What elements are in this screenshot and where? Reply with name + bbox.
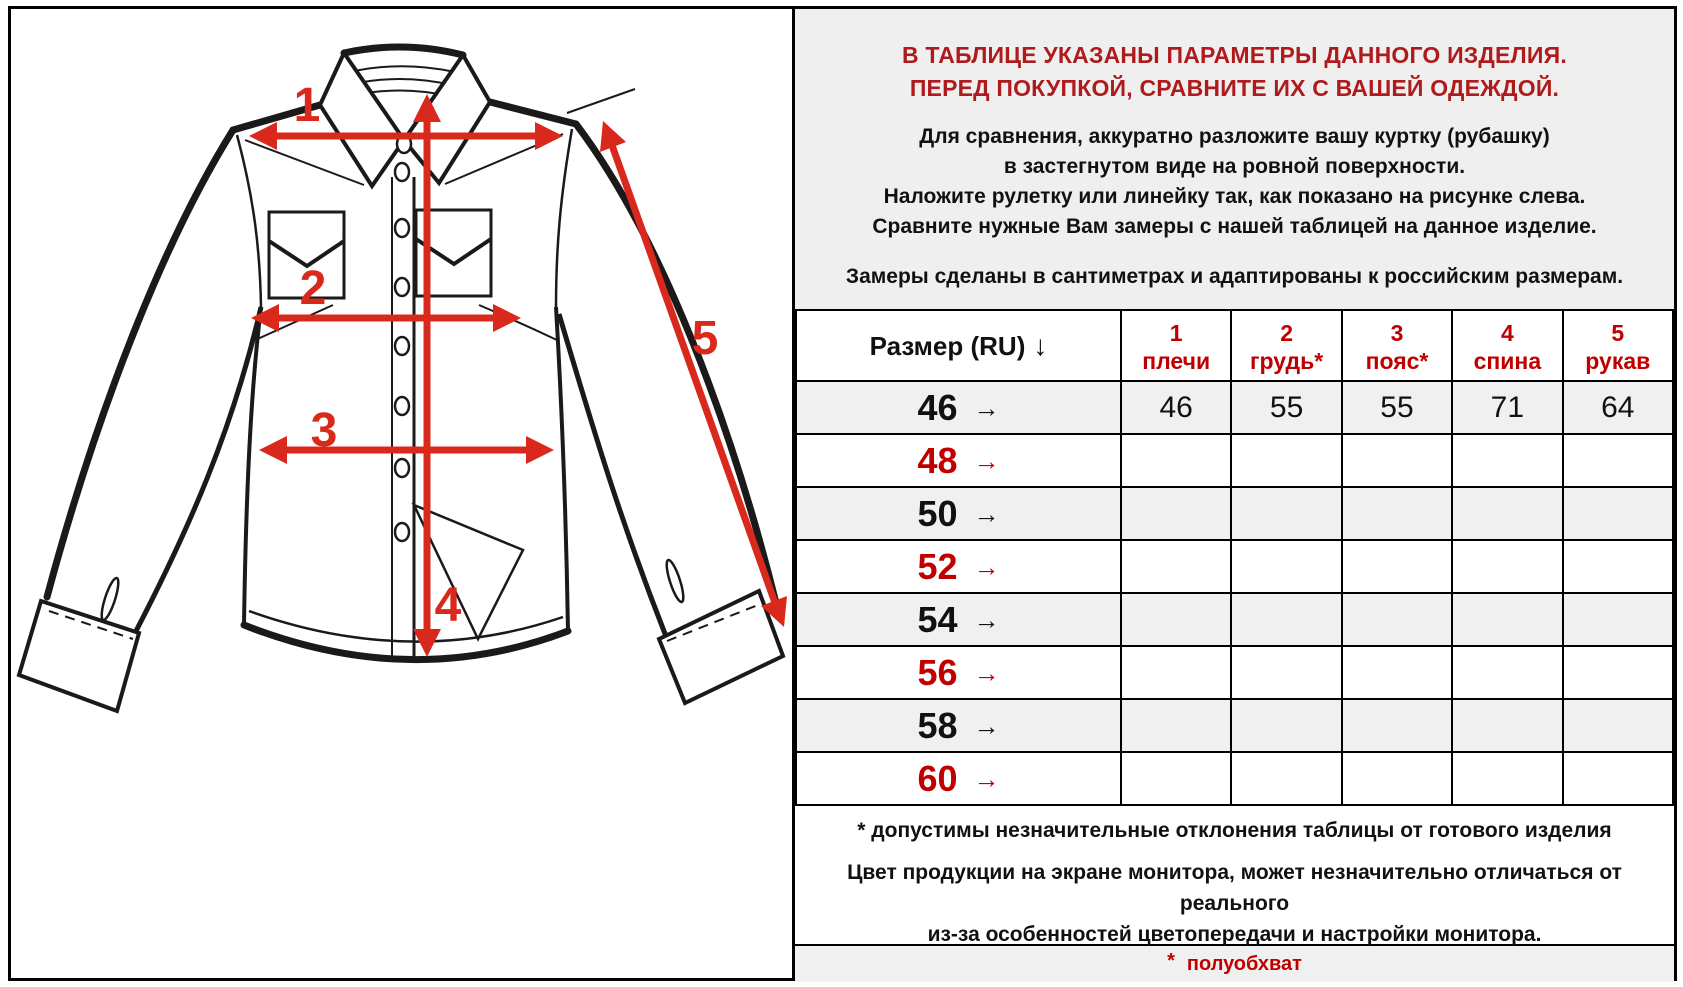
instructions-line4: Сравните нужные Вам замеры с нашей таблицей на данное изделие.	[872, 215, 1597, 238]
value-cell	[1231, 487, 1341, 540]
instructions-block	[795, 9, 1674, 309]
value-cell	[1563, 487, 1673, 540]
half-girth-note: полуобхват	[1186, 952, 1302, 975]
size-info-panel	[792, 6, 1677, 981]
value-cell	[1121, 752, 1231, 805]
value-cell	[1342, 646, 1452, 699]
value-cell	[1231, 593, 1341, 646]
down-arrow-icon: ↓	[1033, 329, 1048, 361]
value-cell	[1563, 540, 1673, 593]
size-value: 52	[917, 545, 958, 587]
warning-title-line2: ПЕРЕД ПОКУПКОЙ, СРАВНИТЕ ИХ С ВАШЕЙ ОДЕЖДОЙ.	[909, 75, 1560, 101]
table-row-52	[796, 540, 1673, 593]
value-cell	[1452, 487, 1562, 540]
size-header-label: Размер (RU)	[869, 330, 1026, 361]
table-row-56	[796, 646, 1673, 699]
size-value: 48	[917, 439, 958, 481]
table-row-54	[796, 593, 1673, 646]
table-row-50	[796, 487, 1673, 540]
size-value: 58	[917, 704, 958, 746]
value-cell	[1342, 540, 1452, 593]
value-cell: 55	[1231, 381, 1341, 434]
size-header-cell	[796, 310, 1121, 381]
measure-label-5: 5	[691, 312, 719, 365]
right-arrow-icon: →	[973, 657, 1000, 688]
value-cell	[1342, 487, 1452, 540]
col-num: 5	[1611, 320, 1625, 346]
value-cell	[1231, 646, 1341, 699]
value-cell	[1452, 593, 1562, 646]
col-label: спина	[1473, 348, 1542, 374]
size-table	[795, 309, 1674, 806]
asterisk: *	[1167, 949, 1175, 972]
table-row-46	[796, 381, 1673, 434]
right-arrow-icon: →	[973, 551, 1000, 582]
value-cell	[1342, 699, 1452, 752]
value-cell	[1452, 699, 1562, 752]
warning-title-line1: В ТАБЛИЦЕ УКАЗАНЫ ПАРАМЕТРЫ ДАННОГО ИЗДЕЛИЯ.	[902, 42, 1567, 68]
size-cell	[796, 646, 1121, 699]
value-cell	[1452, 434, 1562, 487]
col-label: рукав	[1585, 348, 1651, 374]
value-cell	[1121, 699, 1231, 752]
half-girth-note-bar	[795, 946, 1674, 982]
instructions-line1: Для сравнения, аккуратно разложите вашу куртку (рубашку)	[919, 125, 1550, 148]
col-num: 4	[1500, 320, 1514, 346]
measure-label-3: 3	[310, 404, 338, 457]
value-cell	[1452, 540, 1562, 593]
size-value: 60	[917, 757, 958, 799]
value-cell	[1563, 593, 1673, 646]
table-row-60	[796, 752, 1673, 805]
value-cell	[1563, 752, 1673, 805]
footnote-deviation: * допустимы незначительные отклонения таблицы от готового изделия	[857, 819, 1612, 842]
size-cell	[796, 434, 1121, 487]
value-cell: 55	[1342, 381, 1452, 434]
value-cell	[1121, 646, 1231, 699]
size-cell	[796, 381, 1121, 434]
value-cell: 46	[1121, 381, 1231, 434]
col-header-sleeve	[1563, 310, 1673, 381]
size-cell	[796, 699, 1121, 752]
measure-label-1: 1	[293, 79, 321, 132]
value-cell: 71	[1452, 381, 1562, 434]
instructions-text	[795, 122, 1674, 242]
col-header-shoulders	[1121, 310, 1231, 381]
size-cell	[796, 593, 1121, 646]
shirt-measurement-diagram	[11, 9, 792, 978]
size-cell	[796, 752, 1121, 805]
table-header-row	[796, 310, 1673, 381]
right-arrow-icon: →	[973, 604, 1000, 635]
value-cell	[1121, 434, 1231, 487]
value-cell	[1452, 752, 1562, 805]
col-label: плечи	[1142, 348, 1211, 374]
size-value: 50	[917, 492, 958, 534]
size-value: 56	[917, 651, 958, 693]
warning-title	[795, 39, 1674, 105]
value-cell	[1342, 752, 1452, 805]
col-header-chest	[1231, 310, 1341, 381]
col-label: грудь*	[1249, 348, 1324, 374]
measure-label-4: 4	[434, 579, 462, 632]
value-cell	[1231, 699, 1341, 752]
value-cell: 64	[1563, 381, 1673, 434]
table-row-58	[796, 699, 1673, 752]
instructions-line2: в застегнутом виде на ровной поверхности.	[1003, 155, 1466, 178]
col-header-waist	[1342, 310, 1452, 381]
col-num: 3	[1390, 320, 1404, 346]
value-cell	[1563, 699, 1673, 752]
instructions-line3: Наложите рулетку или линейку так, как показано на рисунке слева.	[883, 185, 1586, 208]
col-num: 1	[1169, 320, 1183, 346]
footnotes-block	[795, 806, 1674, 946]
value-cell	[1452, 646, 1562, 699]
size-value: 46	[917, 386, 958, 428]
value-cell	[1121, 593, 1231, 646]
measure-label-2: 2	[299, 262, 327, 315]
col-header-back	[1452, 310, 1562, 381]
size-value: 54	[917, 598, 958, 640]
units-note: Замеры сделаны в сантиметрах и адаптированы к российским размерам.	[845, 265, 1624, 288]
value-cell	[1342, 593, 1452, 646]
size-cell	[796, 487, 1121, 540]
value-cell	[1231, 434, 1341, 487]
size-cell	[796, 540, 1121, 593]
garment-sketch-panel	[8, 6, 795, 981]
value-cell	[1231, 540, 1341, 593]
right-arrow-icon: →	[973, 763, 1000, 794]
col-label: пояс*	[1365, 348, 1429, 374]
table-row-48	[796, 434, 1673, 487]
footnote-color-line1: Цвет продукции на экране монитора, может незначительно отличаться от реального	[847, 861, 1622, 915]
right-arrow-icon: →	[973, 392, 1000, 423]
right-arrow-icon: →	[973, 445, 1000, 476]
value-cell	[1563, 646, 1673, 699]
right-arrow-icon: →	[973, 498, 1000, 529]
value-cell	[1121, 540, 1231, 593]
value-cell	[1121, 487, 1231, 540]
footnote-color-line2: из-за особенностей цветопередачи и настройки монитора.	[927, 923, 1542, 946]
col-num: 2	[1280, 320, 1293, 346]
value-cell	[1231, 752, 1341, 805]
value-cell	[1342, 434, 1452, 487]
right-arrow-icon: →	[973, 710, 1000, 741]
value-cell	[1563, 434, 1673, 487]
